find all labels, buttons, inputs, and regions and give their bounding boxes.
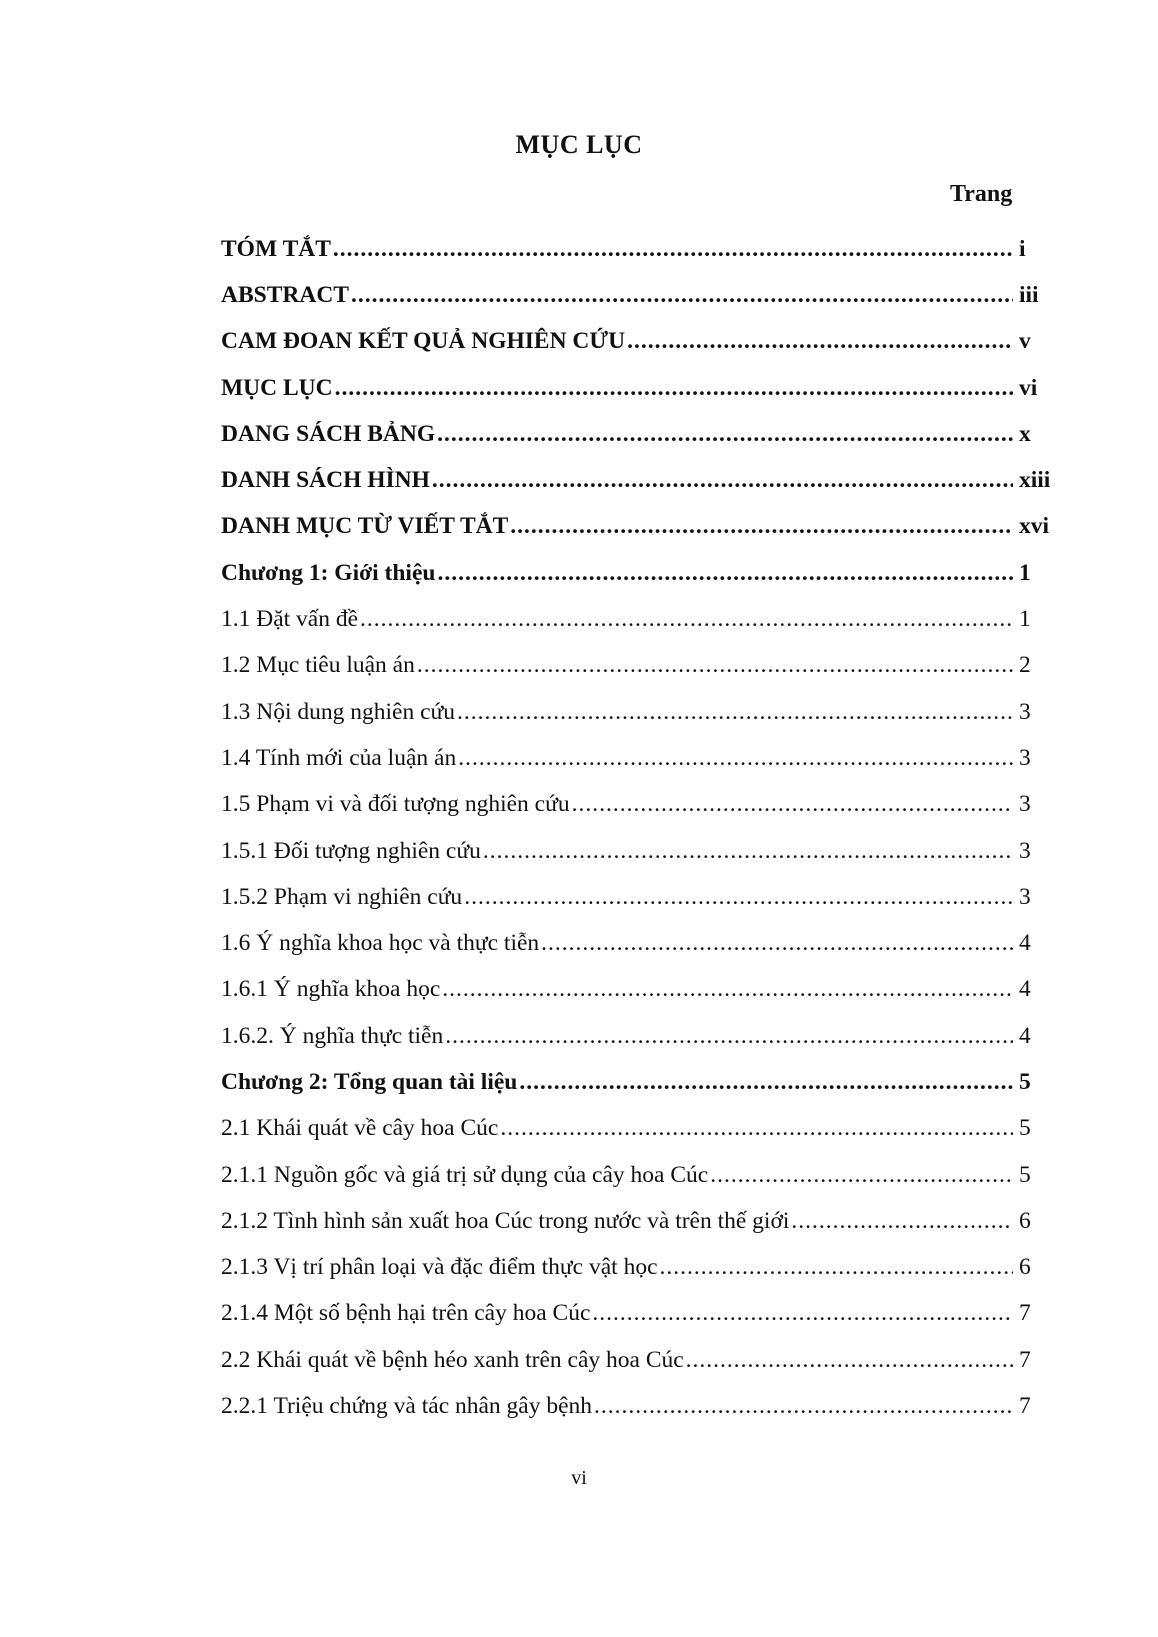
toc-entry-title: 1.6.1 Ý nghĩa khoa học — [221, 976, 441, 1003]
toc-entry[interactable] — [221, 1337, 1061, 1383]
toc-entry-page: vi — [1019, 374, 1038, 401]
toc-dot-leader — [335, 375, 1013, 402]
toc-entry-page: 3 — [1019, 883, 1031, 910]
toc-dot-leader — [594, 1393, 1013, 1420]
toc-entry[interactable] — [221, 1245, 1061, 1291]
toc-entry-page: 5 — [1019, 1115, 1031, 1142]
toc-entry[interactable] — [221, 1291, 1061, 1337]
toc-entry[interactable] — [221, 643, 1061, 689]
toc-dot-leader — [442, 976, 1013, 1003]
toc-entry-title: 1.6.2. Ý nghĩa thực tiễn — [221, 1022, 444, 1049]
toc-entry-page: 1 — [1019, 559, 1031, 586]
toc-entry[interactable] — [221, 1383, 1061, 1429]
toc-entry[interactable] — [221, 920, 1061, 966]
toc-entry[interactable] — [221, 782, 1061, 828]
toc-entry-page: iii — [1019, 281, 1039, 308]
toc-entry[interactable] — [221, 967, 1061, 1013]
toc-entry-title: 2.2 Khái quát về bệnh héo xanh trên cây hoa Cúc — [221, 1346, 684, 1373]
toc-entry-page: 7 — [1019, 1393, 1031, 1420]
toc-entry-page: 4 — [1019, 976, 1031, 1003]
toc-entry[interactable] — [221, 874, 1061, 920]
toc-entry-title: 1.2 Mục tiêu luận án — [221, 652, 415, 679]
toc-entry-page: xiii — [1019, 467, 1051, 494]
toc-dot-leader — [710, 1162, 1013, 1189]
toc-entry-page: 7 — [1019, 1300, 1031, 1327]
toc-entry-title: DANH SÁCH HÌNH — [221, 467, 430, 494]
toc-dot-leader — [458, 745, 1013, 772]
toc-entry[interactable] — [221, 365, 1061, 411]
toc-entry-title: 2.1.3 Vị trí phân loại và đặc điểm thực vật học — [221, 1254, 658, 1281]
toc-entry-title: 2.1.4 Một số bệnh hại trên cây hoa Cúc — [221, 1300, 591, 1327]
toc-entry-title: 2.1.2 Tình hình sản xuất hoa Cúc trong nước và trên thế giới — [221, 1207, 790, 1234]
toc-dot-leader — [627, 328, 1013, 355]
toc-entry-title: 2.1 Khái quát về cây hoa Cúc — [221, 1115, 499, 1142]
toc-entry-title: 1.5.2 Phạm vi nghiên cứu — [221, 883, 463, 910]
toc-entry-page: 2 — [1019, 652, 1031, 679]
toc-dot-leader — [351, 282, 1013, 309]
toc-entry[interactable] — [221, 1013, 1061, 1059]
toc-entry[interactable] — [221, 272, 1061, 318]
toc-entry-title: 1.4 Tính mới của luận án — [221, 744, 457, 771]
toc-entry[interactable] — [221, 550, 1061, 596]
toc-entry-title: Chương 2: Tổng quan tài liệu — [221, 1068, 518, 1095]
toc-entry[interactable] — [221, 457, 1061, 503]
toc-dot-leader — [417, 652, 1013, 679]
toc-entry-title: TÓM TẮT — [221, 235, 331, 262]
toc-dot-leader — [791, 1208, 1013, 1235]
toc-dot-leader — [437, 421, 1013, 448]
toc-dot-leader — [445, 1023, 1013, 1050]
toc-entry-title: CAM ĐOAN KẾT QUẢ NGHIÊN CỨU — [221, 328, 626, 355]
toc-entry-page: 6 — [1019, 1207, 1031, 1234]
toc-entry[interactable] — [221, 319, 1061, 365]
toc-entry-page: 3 — [1019, 698, 1031, 725]
toc-entry-page: v — [1019, 328, 1031, 355]
toc-dot-leader — [572, 791, 1013, 818]
toc-entry[interactable] — [221, 411, 1061, 457]
toc-entry-title: MỤC LỤC — [221, 374, 333, 401]
toc-entry-page: 3 — [1019, 744, 1031, 771]
page-title: MỤC LỤC — [515, 130, 643, 159]
toc-entry-page: 4 — [1019, 930, 1031, 957]
toc-entry-page: x — [1019, 420, 1031, 447]
toc-dot-leader — [686, 1347, 1013, 1374]
toc-entry[interactable] — [221, 1198, 1061, 1244]
toc-entry-page: xvi — [1019, 513, 1050, 540]
toc-entry-page: 5 — [1019, 1068, 1031, 1095]
toc-entry-title: 1.5.1 Đối tượng nghiên cứu — [221, 837, 481, 864]
toc-dot-leader — [592, 1300, 1013, 1327]
footer-page-number: vi — [571, 1467, 587, 1489]
toc-entry-title: 2.1.1 Nguồn gốc và giá trị sử dụng của cây hoa Cúc — [221, 1161, 709, 1188]
toc-dot-leader — [464, 884, 1013, 911]
toc-entry[interactable] — [221, 596, 1061, 642]
toc-entry-page: 4 — [1019, 1022, 1031, 1049]
toc-dot-leader — [660, 1254, 1014, 1281]
toc-dot-leader — [457, 699, 1013, 726]
toc-entry-title: 1.1 Đặt vấn đề — [221, 606, 359, 633]
toc-entry[interactable] — [221, 504, 1061, 550]
toc-dot-leader — [519, 1069, 1013, 1096]
toc-dot-leader — [432, 467, 1013, 494]
toc-entry[interactable] — [221, 226, 1061, 272]
toc-entry[interactable] — [221, 1152, 1061, 1198]
toc-dot-leader — [500, 1115, 1013, 1142]
toc-dot-leader — [360, 606, 1013, 633]
toc-entry-page: i — [1019, 235, 1026, 262]
toc-entry-title: DANH MỤC TỪ VIẾT TẮT — [221, 513, 509, 540]
toc-entry-page: 3 — [1019, 837, 1031, 864]
toc-entry[interactable] — [221, 1106, 1061, 1152]
toc-dot-leader — [483, 838, 1013, 865]
toc-entry-page: 1 — [1019, 606, 1031, 633]
toc-entry[interactable] — [221, 689, 1061, 735]
toc-entry-title: DANG SÁCH BẢNG — [221, 420, 436, 447]
toc-entry[interactable] — [221, 828, 1061, 874]
toc-entry-title: ABSTRACT — [221, 281, 349, 308]
toc-entry-page: 7 — [1019, 1346, 1031, 1373]
toc-entry-page: 3 — [1019, 791, 1031, 818]
toc-entry-title: 1.5 Phạm vi và đối tượng nghiên cứu — [221, 791, 570, 818]
toc-dot-leader — [333, 236, 1013, 263]
toc-entry-title: 2.2.1 Triệu chứng và tác nhân gây bệnh — [221, 1393, 593, 1420]
toc-entry[interactable] — [221, 735, 1061, 781]
toc-entry[interactable] — [221, 1059, 1061, 1105]
toc-entry-title: Chương 1: Giới thiệu — [221, 559, 436, 586]
toc-entry-title: 1.6 Ý nghĩa khoa học và thực tiễn — [221, 930, 540, 957]
toc-dot-leader — [541, 930, 1013, 957]
toc-entry-page: 5 — [1019, 1161, 1031, 1188]
toc-dot-leader — [510, 513, 1013, 540]
toc-entry-title: 1.3 Nội dung nghiên cứu — [221, 698, 456, 725]
page-column-header: Trang — [950, 181, 1013, 207]
toc-entry-page: 6 — [1019, 1254, 1031, 1281]
toc-dot-leader — [437, 560, 1013, 587]
table-of-contents — [221, 226, 1061, 1430]
